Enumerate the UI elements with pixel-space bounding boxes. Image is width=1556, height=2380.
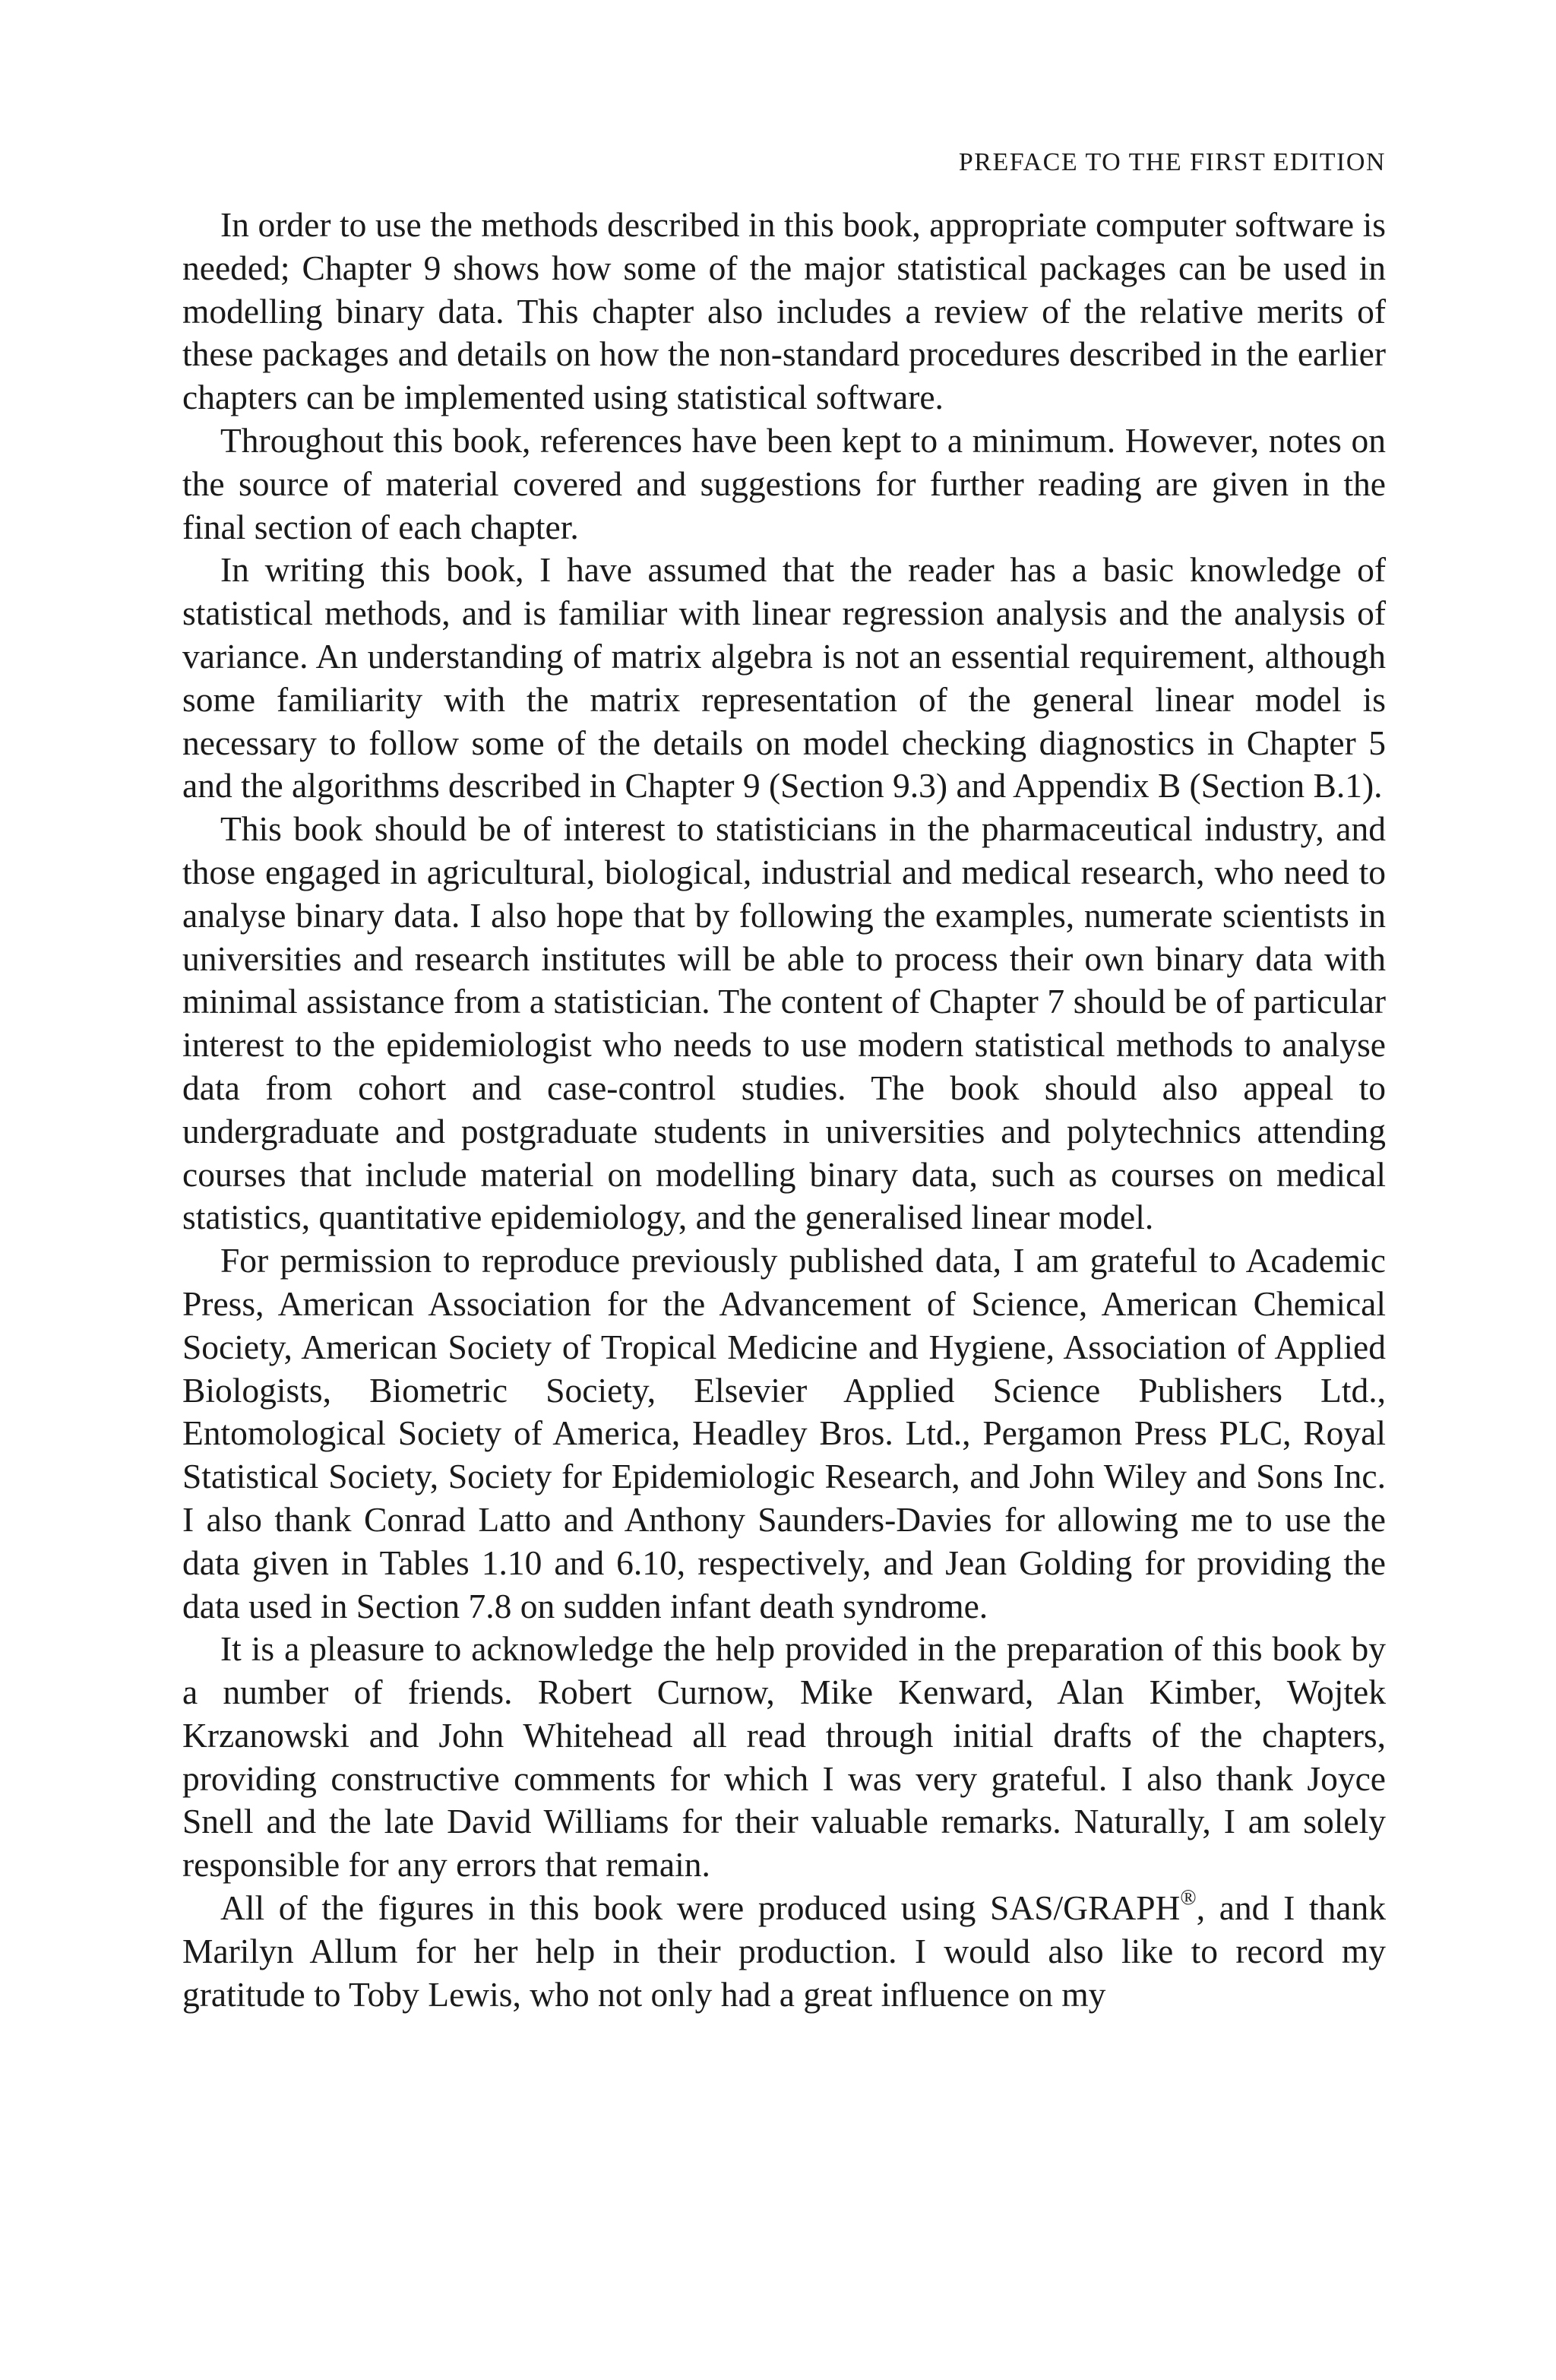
figures-text-start: All of the figures in this book were produced using SAS/GRAPH bbox=[220, 1888, 1181, 1928]
paragraph-software: In order to use the methods described in this book, appropriate computer software is needed; Chapter 9 shows how some of the major statistical packages can be used in modelling binary data. This chapter also includes a review of the relative merits of these packages and details on how the non-standard procedures described in the earlier chapters can be implemented using statistical software. bbox=[182, 205, 1386, 417]
body-text bbox=[182, 204, 1386, 2016]
registered-mark: ® bbox=[1180, 1886, 1197, 1910]
running-head: PREFACE TO THE FIRST EDITION bbox=[958, 148, 1386, 176]
figures-text-end: , and I thank Marilyn Allum for her help in their production. I would also like to record my gratitude to Toby Lewis, who not only had a great influence on my bbox=[182, 1888, 1386, 2014]
paragraph-permissions: For permission to reproduce previously published data, I am grateful to Academic Press, American Association for the Advancement of Science, American Chemical Society, American Society of Tropical Medicine and Hygiene, Association of Applied Biologists, Biometric Society, Elsevier Applied Science Publishers Ltd., Entomological Society of America, Headley Bros. Ltd., Pergamon Press PLC, Royal Statistical Society, Society for Epidemiologic Research, and John Wiley and Sons Inc. I also thank Conrad Latto and Anthony Saunders-Davies for allowing me to use the data given in Tables 1.10 and 6.10, respectively, and Jean Golding for providing the data used in Section 7.8 on sudden infant death syndrome. bbox=[182, 1241, 1386, 1625]
paragraph-audience: This book should be of interest to statisticians in the pharmaceutical industry, and those engaged in agricultural, biological, industrial and medical research, who need to analyse binary data. I also hope that by following the examples, numerate scientists in universities and research institutes will be able to process their own binary data with minimal assistance from a statistician. The content of Chapter 7 should be of particular interest to the epidemiologist who needs to use modern statistical methods to analyse data from cohort and case-control studies. The book should also appeal to undergraduate and postgraduate students in universities and polytechnics attending courses that include material on modelling binary data, such as courses on medical statistics, quantitative epidemiology, and the generalised linear model. bbox=[182, 809, 1386, 1237]
paragraph-figures bbox=[182, 1887, 1386, 2016]
paragraph-prerequisites: In writing this book, I have assumed that the reader has a basic knowledge of statistical methods, and is familiar with linear regression analysis and the analysis of variance. An understanding of matrix algebra is not an essential requirement, although some familiarity with the matrix representation of the general linear model is necessary to follow some of the details on model checking diagnostics in Chapter 5 and the algorithms described in Chapter 9 (Section 9.3) and Appendix B (Section B.1). bbox=[182, 550, 1386, 805]
paragraph-references: Throughout this book, references have been kept to a minimum. However, notes on the source of material covered and suggestions for further reading are given in the final section of each chapter. bbox=[182, 420, 1386, 546]
paragraph-acknowledgements: It is a pleasure to acknowledge the help provided in the preparation of this book by a number of friends. Robert Curnow, Mike Kenward, Alan Kimber, Wojtek Krzanowski and John Whitehead all read through initial drafts of the chapters, providing constructive comments for which I was very grateful. I also thank Joyce Snell and the late David Williams for their valuable remarks. Naturally, I am solely responsible for any errors that remain. bbox=[182, 1629, 1386, 1885]
